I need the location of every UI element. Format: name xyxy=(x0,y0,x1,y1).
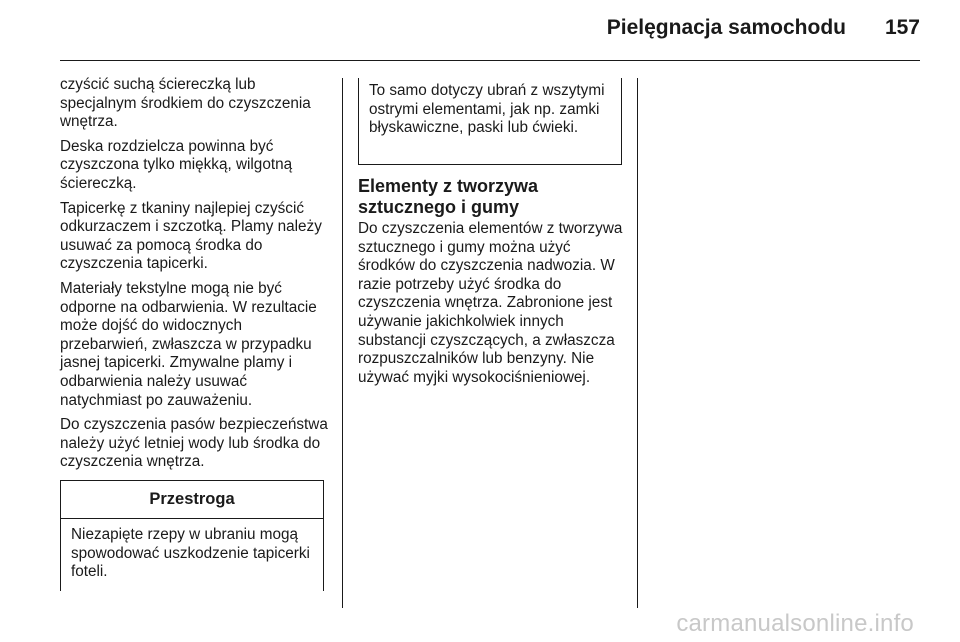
caution-heading: Przestroga xyxy=(61,481,323,519)
watermark: carmanualsonline.info xyxy=(676,610,914,637)
caution-text: Niezapięte rzepy w ubraniu mogą spowodować uszkodzenie tapicerki foteli. xyxy=(71,526,310,581)
column-divider-right xyxy=(637,78,638,608)
paragraph: czyścić suchą ściereczką lub specjalnym środkiem do czyszczenia wnętrza. xyxy=(60,76,311,131)
paragraph: Do czyszczenia pasów bezpieczeństwa należy użyć letniej wody lub środka do czyszczenia wnętrza. xyxy=(60,416,328,471)
paragraph: Tapicerkę z tkaniny najlepiej czyścić odkurzaczem i szczotką. Plamy należy usuwać za pomocą środka do czyszczenia tapicerki. xyxy=(60,199,322,273)
header-rule xyxy=(60,60,920,61)
section-heading: Elementy z tworzywa sztucznego i gumy xyxy=(358,176,539,217)
column-1 xyxy=(60,76,332,478)
note-box xyxy=(358,78,622,165)
paragraph: Materiały tekstylne mogą nie być odporne na odbarwienia. W rezultacie może dojść do widocznych przebarwień, zwłaszcza w przypadku jasnej tapicerki. Zmywalne plamy i odbarwienia należy usuwać natychmiast po zauważeniu. xyxy=(60,279,317,409)
page-number: 157 xyxy=(884,16,920,39)
paragraph: Deska rozdzielcza powinna być czyszczona tylko miękką, wilgotną ściereczką. xyxy=(60,137,293,192)
note-text: To samo dotyczy ubrań z wszytymi ostrymi elementami, jak np. zamki błyskawiczne, paski lub ćwieki. xyxy=(369,82,605,137)
caution-box xyxy=(60,480,324,591)
column-divider-left xyxy=(342,78,343,608)
section-text: Do czyszczenia elementów z tworzywa sztucznego i gumy można użyć środków do czyszczenia nadwozia. W razie potrzeby użyć środka do czyszczenia wnętrza. Zabronione jest używanie jakichkolwiek innych substancji czyszczących, a zwłaszcza rozpuszczalników lub benzyny. Nie używać myjki wysokociśnieniowej. xyxy=(358,220,623,386)
page-title: Pielęgnacja samochodu xyxy=(606,16,846,39)
